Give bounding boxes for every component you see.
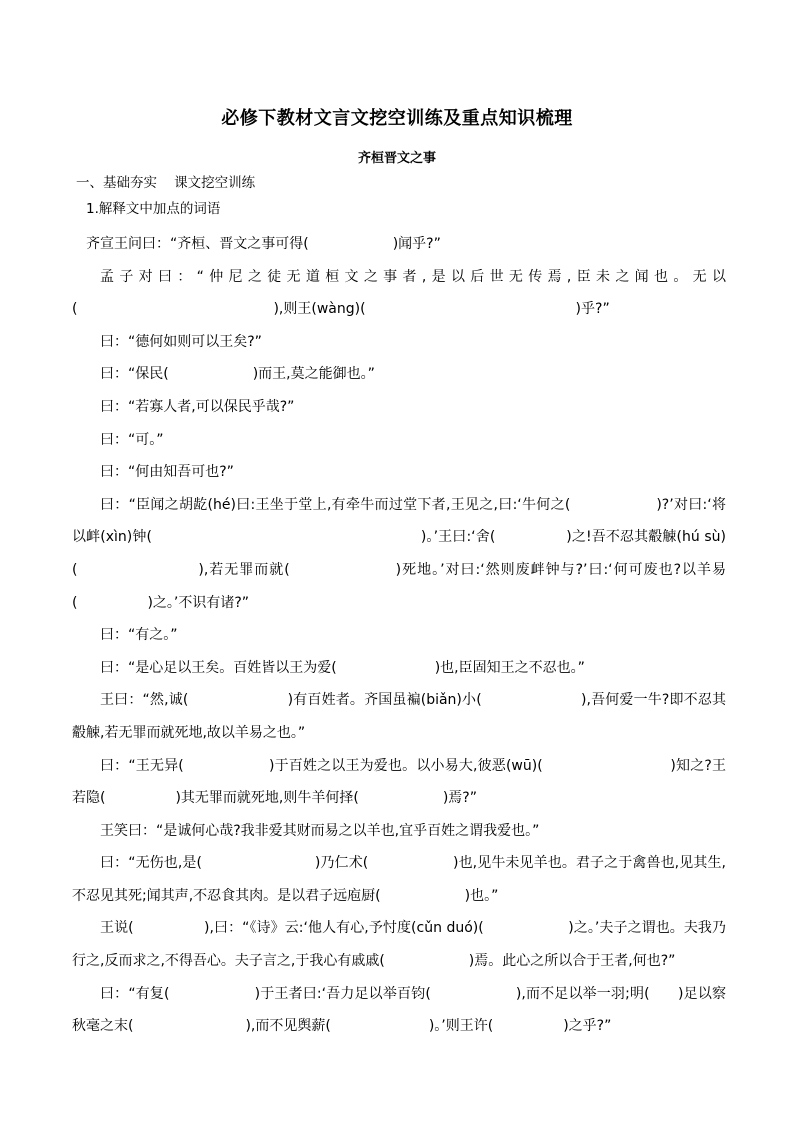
- passage-paragraph: 王曰：“然,诚( )有百姓者。齐国虽褊(biǎn)小( ),吾何爱一牛?即不忍其觳觫,若无罪而就死地,故以羊易之也。”: [72, 692, 726, 741]
- passage-paragraph: 曰：“保民( )而王,莫之能御也。”: [100, 366, 375, 383]
- passage-paragraph: 曰：“是心足以王矣。百姓皆以王为爱( )也,臣固知王之不忍也。”: [100, 659, 585, 676]
- passage-paragraph: 齐宣王问曰：“齐桓、晋文之事可得( )闻乎?”: [86, 236, 441, 252]
- passage-paragraph: 曰：“德何如则可以王矣?”: [100, 333, 262, 350]
- lesson-title: 齐桓晋文之事: [357, 151, 436, 166]
- passage-text: [72, 228, 726, 1043]
- passage-paragraph: 曰：“臣闻之胡龁(hé)曰:王坐于堂上,有牵牛而过堂下者,王见之,曰:‘牛何之( )?’对曰:‘将以衅(xìn)钟( )。’王曰:‘舍( )之!吾不忍其觳觫(hú sù)( ),若无罪而就( )死地。’对曰:‘然则废衅钟与?’曰:‘何可废也?以羊易( )之。’不识有诸?”: [72, 496, 726, 611]
- passage-paragraph: 曰：“有之。”: [100, 627, 178, 644]
- passage-paragraph: 王笑曰：“是诚何心哉?我非爱其财而易之以羊也,宜乎百姓之谓我爱也。”: [100, 822, 540, 839]
- passage-paragraph: 曰：“有复( )于王者曰:‘吾力足以举百钧( ),而不足以举一羽;明( )足以察秋毫之末( ),而不见舆薪( )。’则王许( )之乎?”: [72, 985, 726, 1035]
- passage-paragraph: 曰：“王无异( )于百姓之以王为爱也。以小易大,彼恶(wū)( )知之?王若隐( )其无罪而就死地,则牛羊何择( )焉?”: [72, 757, 726, 807]
- passage-paragraph: 曰：“何由知吾可也?”: [100, 464, 234, 481]
- section-heading: 一、基础夯实 课文挖空训练: [76, 175, 256, 191]
- passage-paragraph: 曰：“若寡人者,可以保民乎哉?”: [100, 398, 295, 415]
- passage-paragraph: 王说( ),曰：“《诗》云:‘他人有心,予忖度(cǔn duó)( )之。’夫子之谓也。夫我乃行之,反而求之,不得吾心。夫子言之,于我心有戚戚( )焉。此心之所以合于王者,何也?”: [72, 920, 726, 970]
- passage-paragraph: 孟子对曰：“仲尼之徒无道桓文之事者,是以后世无传焉,臣未之闻也。无以( ),则王(wàng)( )乎?”: [72, 268, 726, 318]
- passage-paragraph: 曰：“可。”: [100, 431, 164, 448]
- passage-paragraph: 曰：“无伤也,是( )乃仁术( )也,见牛未见羊也。君子之于禽兽也,见其生,不忍见其死;闻其声,不忍食其肉。是以君子远庖厨( )也。”: [72, 855, 726, 904]
- question-1-instruction: 1.解释文中加点的词语: [86, 201, 221, 217]
- document-title: 必修下教材文言文挖空训练及重点知识梳理: [221, 108, 573, 129]
